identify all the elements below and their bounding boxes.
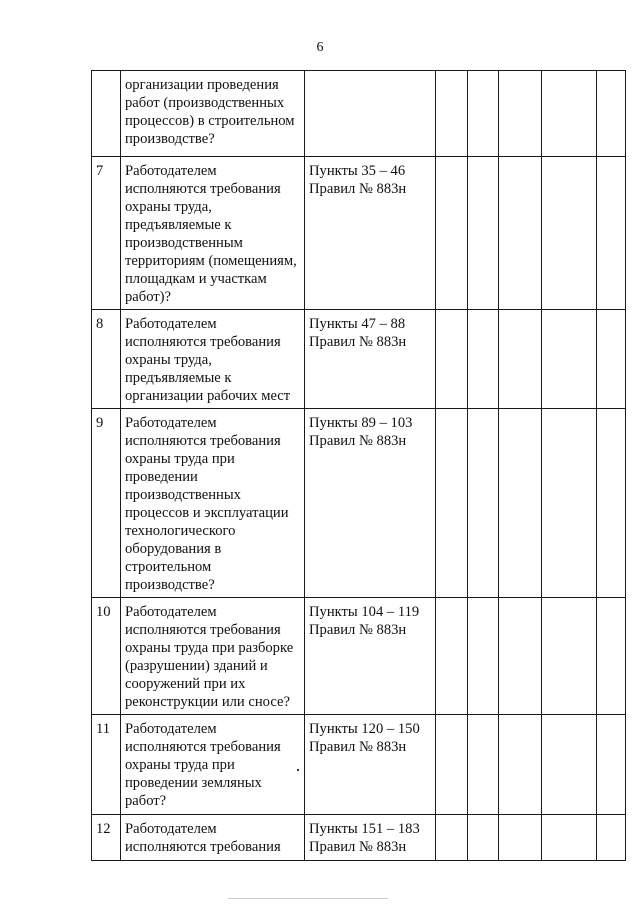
answer-cell-note <box>542 715 597 815</box>
answer-cell-no <box>468 715 499 815</box>
answer-cell-extra <box>597 598 626 715</box>
answer-cell-yes <box>436 598 468 715</box>
table-row <box>92 71 626 157</box>
row-number: 9 <box>92 409 121 598</box>
legal-reference: Пункты 47 – 88 Правил № 883н <box>305 310 436 409</box>
requirement-question: Работодателем исполняются требования охраны труда, предъявляемые к организации рабочих мест <box>121 310 305 409</box>
answer-cell-not-applicable <box>499 715 542 815</box>
answer-cell-not-applicable <box>499 157 542 310</box>
requirement-question: Работодателем исполняются требования охраны труда, предъявляемые к производственным территориям (помещениям, площадкам и участкам работ)? <box>121 157 305 310</box>
table-row <box>92 310 626 409</box>
row-number: 7 <box>92 157 121 310</box>
answer-cell-note <box>542 71 597 157</box>
legal-reference: Пункты 104 – 119 Правил № 883н <box>305 598 436 715</box>
answer-cell-yes <box>436 157 468 310</box>
answer-cell-no <box>468 815 499 861</box>
requirement-question: организации проведения работ (производственных процессов) в строительном производстве? <box>121 71 305 157</box>
row-number: 11 <box>92 715 121 815</box>
answer-cell-not-applicable <box>499 71 542 157</box>
answer-cell-not-applicable <box>499 409 542 598</box>
requirement-question: Работодателем исполняются требования <box>121 815 305 861</box>
scan-speck <box>297 769 299 771</box>
legal-reference: Пункты 120 – 150 Правил № 883н <box>305 715 436 815</box>
answer-cell-no <box>468 71 499 157</box>
checklist-table <box>91 70 626 861</box>
answer-cell-no <box>468 409 499 598</box>
answer-cell-extra <box>597 715 626 815</box>
legal-reference: Пункты 35 – 46 Правил № 883н <box>305 157 436 310</box>
answer-cell-yes <box>436 409 468 598</box>
answer-cell-no <box>468 310 499 409</box>
requirement-question: Работодателем исполняются требования охраны труда при проведении производственных процессов и эксплуатации технологического оборудования в строительном производстве? <box>121 409 305 598</box>
answer-cell-note <box>542 598 597 715</box>
answer-cell-yes <box>436 310 468 409</box>
table-row <box>92 157 626 310</box>
answer-cell-note <box>542 310 597 409</box>
answer-cell-extra <box>597 310 626 409</box>
scan-edge-line <box>228 898 388 899</box>
page-number: 6 <box>316 40 324 55</box>
requirement-question: Работодателем исполняются требования охраны труда при проведении земляных работ? <box>121 715 305 815</box>
table-row <box>92 815 626 861</box>
answer-cell-no <box>468 598 499 715</box>
answer-cell-yes <box>436 815 468 861</box>
table-row <box>92 409 626 598</box>
row-number <box>92 71 121 157</box>
row-number: 8 <box>92 310 121 409</box>
answer-cell-yes <box>436 715 468 815</box>
legal-reference: Пункты 89 – 103 Правил № 883н <box>305 409 436 598</box>
answer-cell-extra <box>597 409 626 598</box>
legal-reference <box>305 71 436 157</box>
row-number: 12 <box>92 815 121 861</box>
answer-cell-extra <box>597 815 626 861</box>
row-number: 10 <box>92 598 121 715</box>
answer-cell-yes <box>436 71 468 157</box>
table-row <box>92 715 626 815</box>
legal-reference: Пункты 151 – 183 Правил № 883н <box>305 815 436 861</box>
answer-cell-not-applicable <box>499 310 542 409</box>
table-row <box>92 598 626 715</box>
answer-cell-not-applicable <box>499 815 542 861</box>
answer-cell-no <box>468 157 499 310</box>
answer-cell-not-applicable <box>499 598 542 715</box>
answer-cell-note <box>542 157 597 310</box>
answer-cell-extra <box>597 71 626 157</box>
requirement-question: Работодателем исполняются требования охраны труда при разборке (разрушении) зданий и сооружений при их реконструкции или сносе? <box>121 598 305 715</box>
answer-cell-extra <box>597 157 626 310</box>
answer-cell-note <box>542 815 597 861</box>
answer-cell-note <box>542 409 597 598</box>
